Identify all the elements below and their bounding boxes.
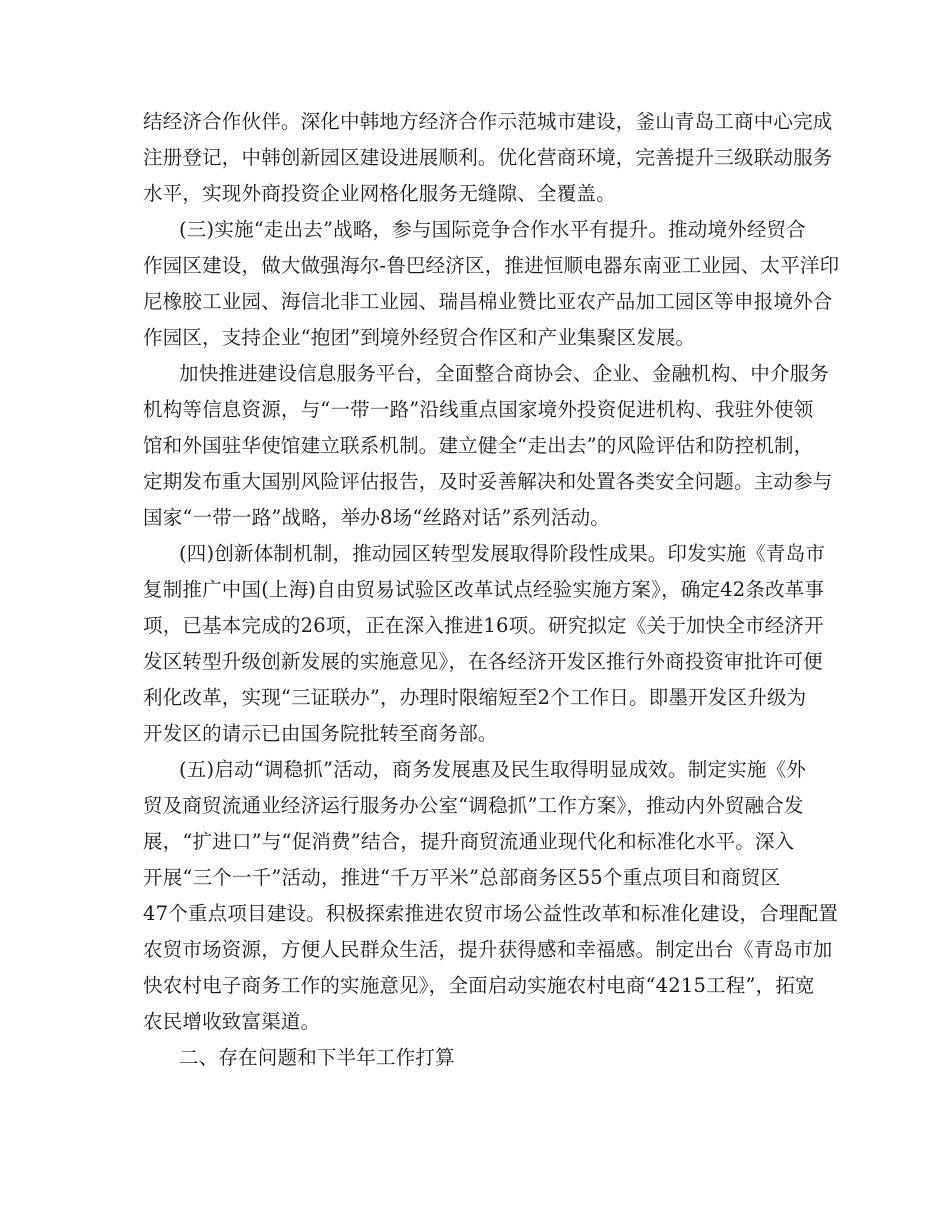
text-line: 47个重点项目建设。积极探索推进农贸市场公益性改革和标准化建设，合理配置 xyxy=(143,902,839,925)
text-line: 展，“扩进口”与“促消费”结合，提升商贸流通业现代化和标准化水平。深入 xyxy=(143,830,795,853)
section-heading: 二、存在问题和下半年工作打算 xyxy=(179,1046,455,1069)
text-line: 农民增收致富渠道。 xyxy=(143,1010,321,1033)
paragraph-info-platform xyxy=(143,356,833,536)
text-line: 机构等信息资源，与“一带一路”沿线重点国家境外投资促进机构、我驻外使领 xyxy=(143,398,814,421)
text-line: 开发区的请示已由国务院批转至商务部。 xyxy=(143,722,498,745)
text-line: 定期发布重大国别风险评估报告，及时妥善解决和处置各类安全问题。主动参与 xyxy=(143,470,833,493)
paragraph-cooperation-continued xyxy=(143,104,833,212)
text-line: 贸及商贸流通业经济运行服务办公室“调稳抓”工作方案》，推动内外贸融合发 xyxy=(143,794,804,817)
text-line: 作园区建设，做大做强海尔-鲁巴经济区，推进恒顺电器东南亚工业园、太平洋印 xyxy=(143,254,840,277)
text-line: 利化改革，实现“三证联办”，办理时限缩短至2个工作日。即墨开发区升级为 xyxy=(143,686,807,709)
paragraph-stabilization-activity xyxy=(143,752,839,1040)
paragraph-institutional-innovation xyxy=(143,536,826,752)
text-line: 快农村电子商务工作的实施意见》，全面启动实施农村电商“4215工程”，拓宽 xyxy=(143,974,815,997)
text-line: 尼橡胶工业园、海信北非工业园、瑞昌棉业赞比亚农产品加工园区等申报境外合 xyxy=(143,290,833,313)
text-line: 水平，实现外商投资企业网格化服务无缝隙、全覆盖。 xyxy=(143,182,616,205)
text-line: 注册登记，中韩创新园区建设进展顺利。优化营商环境，完善提升三级联动服务 xyxy=(143,146,833,169)
document-page xyxy=(143,104,840,1076)
text-line: 农贸市场资源，方便人民群众生活，提升获得感和幸福感。制定出台《青岛市加 xyxy=(143,938,833,961)
text-line: (三)实施“走出去”战略，参与国际竞争合作水平有提升。推动境外经贸合 xyxy=(179,218,806,241)
text-line: (五)启动“调稳抓”活动，商务发展惠及民生取得明显成效。制定实施《外 xyxy=(179,758,806,781)
text-line: 国家“一带一路”战略，举办8场“丝路对话”系列活动。 xyxy=(143,506,610,529)
text-line: 开展“三个一千”活动，推进“千万平米”总部商务区55个重点项目和商贸区 xyxy=(143,866,781,889)
text-line: (四)创新体制机制，推动园区转型发展取得阶段性成果。印发实施《青岛市 xyxy=(179,542,826,565)
text-line: 加快推进建设信息服务平台，全面整合商协会、企业、金融机构、中介服务 xyxy=(179,362,830,385)
text-line: 馆和外国驻华使馆建立联系机制。建立健全“走出去”的风险评估和防控机制， xyxy=(143,434,814,457)
text-line: 项，已基本完成的26项，正在深入推进16项。研究拟定《关于加快全市经济开 xyxy=(143,614,824,637)
text-line: 作园区，支持企业“抱团”到境外经贸合作区和产业集聚区发展。 xyxy=(143,326,696,349)
text-line: 发区转型升级创新发展的实施意见》，在各经济开发区推行外商投资审批许可便 xyxy=(143,650,823,673)
paragraph-going-global xyxy=(143,212,840,356)
text-line: 复制推广中国(上海)自由贸易试验区改革试点经验实施方案》，确定42条改革事 xyxy=(143,578,825,601)
text-line: 结经济合作伙伴。深化中韩地方经济合作示范城市建设，釜山青岛工商中心完成 xyxy=(143,110,833,133)
